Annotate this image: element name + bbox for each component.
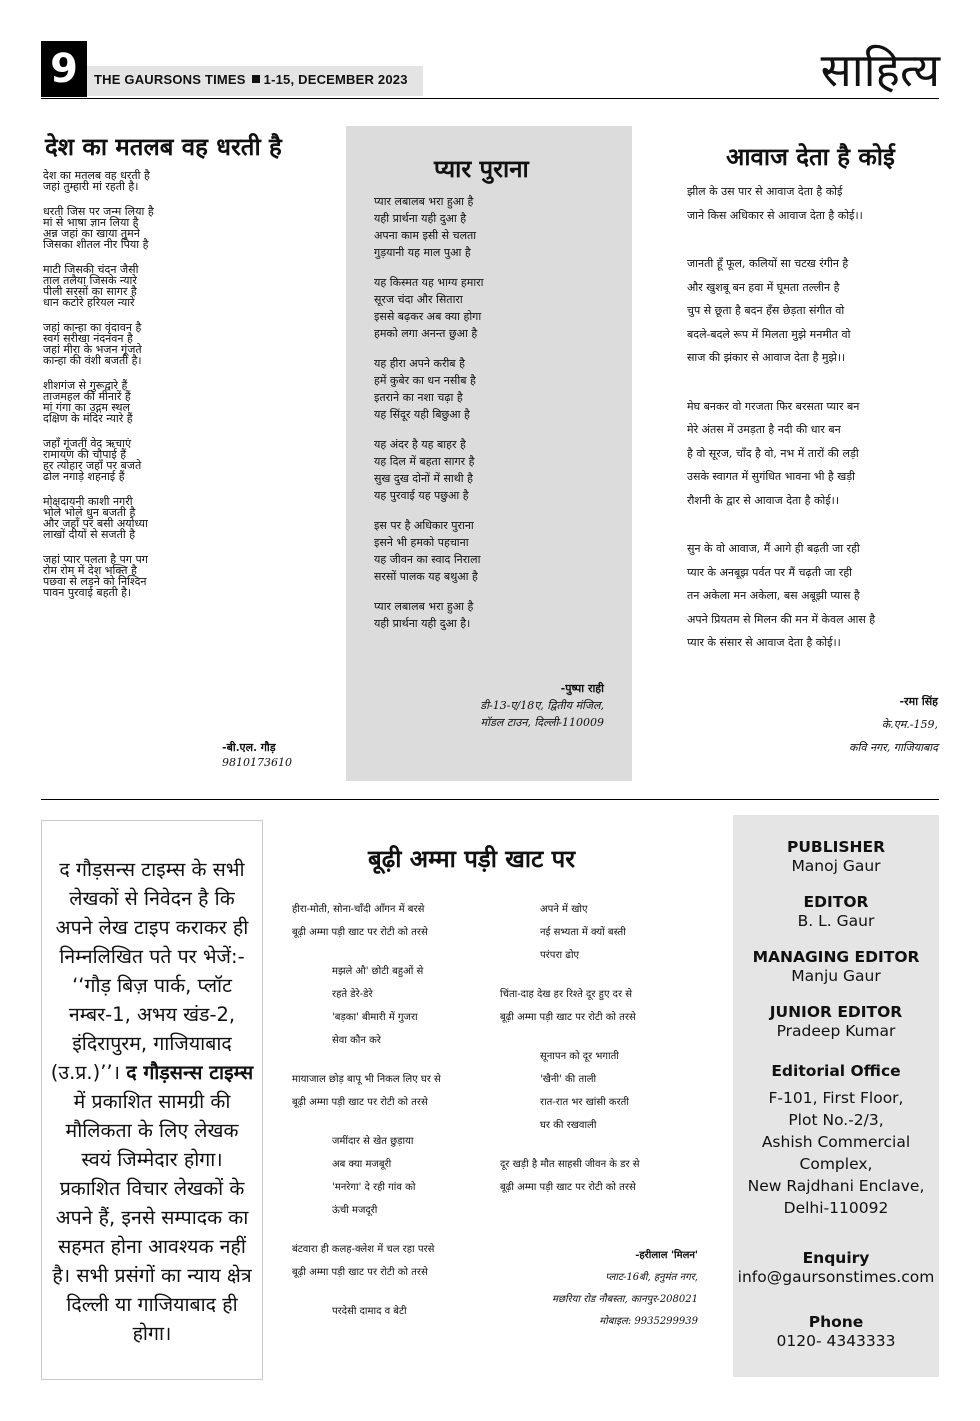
poem4-stanza: [500, 898, 640, 967]
poem1-stanza: [43, 206, 154, 250]
poem2-stanza: [374, 355, 484, 423]
poem4-stanza: [500, 1045, 640, 1137]
poem1-line: ढोल नगाड़े शहनाई हैं: [43, 470, 125, 483]
poem3-line: रौशनी के द्वार से आवाज देता है कोई।।: [687, 493, 840, 507]
poem1-line: जहां कान्हा का वृंदावन है: [43, 321, 142, 334]
poem1-stanza: [43, 554, 154, 598]
poem3-line: झील के उस पार से आवाज देता है कोई: [687, 185, 843, 198]
poem3-line: और खुशबू बन हवा में घूमता तल्लीन है: [687, 280, 840, 294]
enquiry-email: info@gaursonstimes.com: [737, 1268, 935, 1286]
office-line: Complex,: [799, 1155, 873, 1173]
poem2-line: सुख दुख दोनों में साथी है: [374, 472, 473, 485]
editor-name: B. L. Gaur: [797, 912, 875, 930]
poem4-line: बूढ़ी अम्मा पड़ी खाट पर रोटी को तरसे: [292, 1097, 428, 1108]
poem4-stanza: [500, 983, 640, 1029]
poem4-line: बूढ़ी अम्मा पड़ी खाट पर रोटी को तरसे: [292, 1267, 428, 1278]
poem2-line: अपना काम इसी से चलता: [374, 229, 477, 242]
publisher-name: Manoj Gaur: [791, 857, 881, 875]
poem4-stanza: [292, 1300, 441, 1323]
poem3-address-1: के.एम.-159,: [881, 718, 938, 731]
poem2-stanza: [374, 274, 484, 342]
poem4-stanza: [292, 1238, 441, 1284]
poem2-line: यही प्रार्थना यही दुआ है: [374, 212, 467, 225]
poem1-stanza: [43, 264, 154, 308]
poem3-line: उसके स्वागत में सुगंधित भावना भी है खड़ी: [687, 470, 855, 483]
poem1-phone: 9810173610: [222, 756, 292, 769]
poem4-line: सेवा कौन करे: [332, 1035, 381, 1046]
poem4-line: नई सभ्यता में क्यों बस्ती: [540, 927, 626, 938]
office-line: F-101, First Floor,: [768, 1089, 904, 1107]
poem4-title: बूढ़ी अम्मा पड़ी खाट पर: [368, 845, 576, 873]
poem1-line: शीशगंज से गुरूद्वारे हैं: [43, 379, 128, 392]
poem4-line: 'बड़का' बीमारी में गुजरा: [332, 1012, 418, 1023]
poem1-stanza: [43, 438, 154, 482]
poem2-stanza: [374, 193, 484, 261]
poem1-line: दक्षिण के मंदिर न्यारे हैं: [43, 412, 133, 425]
poem3-stanza: [687, 395, 875, 513]
square-bullet-icon: [252, 75, 260, 83]
poem2-line: प्यार लबालब भरा हुआ है: [374, 195, 474, 208]
poem2-credit: [452, 680, 604, 731]
section-divider: [41, 799, 939, 800]
poem3-stanza: [687, 252, 875, 370]
office-line: Ashish Commercial: [761, 1133, 911, 1151]
phone-label: Phone: [808, 1313, 864, 1331]
poem1-line: पावन पुरवाई बहती है।: [43, 586, 132, 599]
poem4-credit: [520, 1245, 698, 1333]
poem1-line: जहां मीरा के भजन गूंजते: [43, 343, 142, 356]
poem1-line: रोम रोम में देश भक्ति है: [43, 564, 137, 577]
poem1-line: और जहाँ पर बसी अयोध्या: [43, 517, 148, 530]
notice-bold: द गौड़सन्स टाइम्स: [126, 1061, 254, 1084]
poem1-title: देश का मतलब वह धरती है: [45, 133, 282, 161]
office-line: Plot No.-2/3,: [788, 1111, 884, 1129]
poem1-line: धान कटोरे हरियल न्यारे: [43, 296, 135, 309]
poem2-address-1: डी-13-ए/18ए, द्वितीय मंजिल,: [480, 699, 604, 712]
poem1-line: धरती जिस पर जन्म लिया है: [43, 205, 154, 218]
poem4-line: अपने में खोए: [540, 904, 588, 915]
publisher-label: PUBLISHER: [786, 838, 886, 856]
poem3-line: जानती हूँ फूल, कलियों सा चटख रंगीन है: [687, 257, 849, 270]
poem2-line: यह जीवन का स्वाद निराला: [374, 553, 481, 566]
poem4-line: हीरा-मोती, सोना-चाँदी आँगन में बरसे: [292, 904, 425, 915]
poem2-line: यही प्रार्थना यही दुआ है।: [374, 617, 471, 630]
poem4-author: -हरीलाल 'मिलन': [635, 1250, 698, 1261]
poem2-line: प्यार लबालब भरा हुआ है: [374, 600, 474, 613]
masthead: [94, 72, 408, 87]
poem2-line: गुड़यानी यह माल पुआ है: [374, 246, 471, 259]
poem4-stanza: [292, 960, 441, 1052]
editorial-office-label: Editorial Office: [771, 1062, 901, 1080]
poem1-line: जिसका शीतल नीर पिया है: [43, 238, 149, 251]
notice-text-2: में प्रकाशित सामग्री की मौलिकता के लिए लेखक स्वयं जिम्मेदार होगा। प्रकाशित विचार लेखकों के अपने हैं, इनसे सम्पादक का सहमत होना आवश्यक नहीं है। सभी प्रसंगों का न्याय क्षेत्र दिल्ली या गाजियाबाद ही होगा।: [52, 1090, 252, 1345]
poem3-line: तन अकेला मन अकेला, बस अबूझी प्यास है: [687, 589, 860, 602]
poem4-line: परदेसी दामाद व बेटी: [332, 1306, 407, 1317]
enquiry-label: Enquiry: [802, 1249, 870, 1267]
poem4-line: रात-रात भर खांसी करती: [540, 1097, 629, 1108]
poem2-line: इससे बढ़कर अब क्या होगा: [374, 310, 482, 323]
poem1-stanza: [43, 380, 154, 424]
poem2-line: इसने भी हमको पहचाना: [374, 536, 469, 549]
poem3-title: आवाज देता है कोई: [726, 143, 895, 171]
poem2-line: यह अंदर है यह बाहर है: [374, 438, 466, 451]
poem4-line: बूढ़ी अम्मा पड़ी खाट पर रोटी को तरसे: [500, 1012, 636, 1023]
managing-editor-label: MANAGING EDITOR: [752, 948, 920, 966]
poem2-line: सूरज चंदा और सितारा: [374, 293, 463, 306]
poem3-credit: [780, 690, 938, 759]
poem3-line: जाने किस अधिकार से आवाज देता है कोई।।: [687, 208, 863, 222]
poem1-line: मां गंगा का उद्गम स्थल: [43, 401, 130, 414]
poem1-body: [43, 170, 154, 612]
poem1-line: स्वर्ग सरीखा नंदनवन है: [43, 332, 133, 345]
notice-text: [50, 855, 254, 1348]
poem2-line: यह पुरवाई यह पछुआ है: [374, 489, 469, 502]
poem2-line: यह किस्मत यह भाग्य हमारा: [374, 276, 484, 289]
poem1-credit: [222, 740, 292, 770]
poem2-line: यह सिंदूर यही बिछुआ है: [374, 408, 470, 421]
poem4-line: रहते डेरे-डेरे: [332, 989, 373, 1000]
poem1-line: ताल तलैया जिसके न्यारे: [43, 274, 137, 287]
poem3-line: साज की झंकार से आवाज देता है मुझे।।: [687, 351, 846, 364]
poem2-stanza: [374, 598, 484, 632]
junior-editor-label: JUNIOR EDITOR: [769, 1003, 903, 1021]
office-line: Delhi-110092: [783, 1199, 889, 1217]
poem4-column-1: [292, 898, 441, 1339]
poem4-mobile: मोबाइल: 9935299939: [599, 1316, 698, 1327]
poem1-author: -बी.एल. गौड़: [222, 741, 276, 754]
poem2-line: यह दिल में बहता सागर है: [374, 455, 475, 468]
poem1-stanza: [43, 170, 154, 192]
section-title: साहित्य: [820, 43, 940, 97]
poem1-stanza: [43, 496, 154, 540]
poem4-line: मायाजाल छोड़ बापू भी निकल लिए घर से: [292, 1074, 441, 1085]
poem3-line: बदले-बदले रूप में मिलता मुझे मनमीत वो: [687, 327, 851, 341]
notice-text-1: द गौड़सन्स टाइम्स के सभी लेखकों से निवेदन है कि अपने लेख टाइप कराकर ही निम्नलिखित पते पर भेजें:- ‘‘गौड़ बिज़ पार्क, प्लॉट नम्बर-1, अभय खंड-2, इंदिरापुरम, गाजियाबाद (उ.प्र.)’’।: [50, 858, 249, 1084]
poem4-line: अब क्या मजबूरी: [332, 1159, 392, 1170]
poem4-line: 'मनरेगा' दे रही गांव को: [332, 1182, 416, 1193]
poem4-line: बूढ़ी अम्मा पड़ी खाट पर रोटी को तरसे: [292, 927, 428, 938]
poem1-line: कान्हा की वंशी बजती है।: [43, 354, 142, 367]
poem4-stanza: [292, 1130, 441, 1222]
poem2-line: हमें कुबेर का धन नसीब है: [374, 374, 476, 387]
poem2-body: [374, 193, 484, 645]
poem3-line: सुन के वो आवाज, मैं आगे ही बढ़ती जा रही: [687, 542, 860, 555]
poem1-line: पछवा से लड़ने को निश्दिन: [43, 575, 147, 588]
poem1-line: रामायण की चौपाई हैं: [43, 448, 127, 461]
poem1-line: जहां प्यार पलता है पग पग: [43, 553, 148, 566]
poem2-line: हमको लगा अनन्त छुआ है: [374, 327, 478, 340]
page-number: 9: [41, 41, 87, 97]
poem4-line: परंपरा ढोए: [540, 950, 580, 961]
poem4-column-2: [500, 898, 640, 1215]
poem1-line: ताजमहल की मीनारें हैं: [43, 390, 131, 403]
newspaper-name: THE GAURSONS TIMES: [94, 72, 246, 87]
poem1-line: देश का मतलब वह धरती है: [43, 169, 150, 182]
poem1-line: माटी जिसकी चंदन जैसी: [43, 263, 139, 276]
poem2-stanza: [374, 517, 484, 585]
poem4-stanza: [292, 1068, 441, 1114]
poem2-address-2: मॉडल टाउन, दिल्ली-110009: [480, 716, 604, 729]
poem1-line: पीली सरसों का सागर है: [43, 285, 137, 298]
poem4-line: 'खैनी' की ताली: [540, 1074, 597, 1085]
poem4-line: सूनापन को दूर भगाती: [540, 1051, 619, 1062]
poem2-line: इतराने का नशा चढ़ा है: [374, 391, 463, 404]
poem3-line: अपने प्रियतम से मिलन की मन में केवल आस है: [687, 612, 876, 626]
poem1-line: लाखों दीयों से सजती है: [43, 528, 136, 541]
junior-editor-name: Pradeep Kumar: [776, 1022, 896, 1040]
phone-number: 0120- 4343333: [776, 1332, 896, 1350]
poem3-line: प्यार के अनबूझ पर्वत पर मैं चढ़ती जा रही: [687, 565, 853, 579]
poem4-stanza: [292, 898, 441, 944]
poem2-stanza: [374, 436, 484, 504]
poem4-line: घर की रखवाली: [540, 1120, 597, 1131]
poem3-line: चुप से छूता है बदन हँस छेड़ता संगीत वो: [687, 304, 845, 317]
poem2-line: यह हीरा अपने करीब है: [374, 357, 465, 370]
poem2-line: इस पर है अधिकार पुराना: [374, 519, 474, 532]
poem4-line: ऊंची मजदूरी: [332, 1205, 378, 1216]
issue-date: 1-15, DECEMBER 2023: [263, 72, 408, 87]
editor-label: EDITOR: [803, 893, 869, 911]
managing-editor-name: Manju Gaur: [791, 967, 881, 985]
poem2-author: -पुष्पा राही: [560, 682, 604, 695]
poem4-line: जमींदार से खेत छुड़ाया: [332, 1136, 414, 1147]
poem1-line: अन्न जहां का खाया तुमने: [43, 227, 140, 240]
poem3-stanza: [687, 180, 875, 227]
poem3-line: प्यार के संसार से आवाज देता है कोई।।: [687, 636, 841, 649]
header-rule: [41, 98, 939, 99]
poem3-line: मेघ बनकर वो गरजता फिर बरसता प्यार बन: [687, 399, 860, 413]
poem4-line: बूढ़ी अम्मा पड़ी खाट पर रोटी को तरसे: [500, 1182, 636, 1193]
poem1-line: जहाँ गूंजतीं वेद ऋचाएं: [43, 437, 132, 450]
poem4-address-1: प्लाट-16बी, हनुमंत नगर,: [605, 1272, 698, 1283]
poem3-line: मेरे अंतस में उमड़ता है नदी की धार बन: [687, 423, 841, 436]
poem3-line: है वो सूरज, चाँद है वो, नभ में तारों की लड़ी: [687, 446, 859, 460]
poem1-line: भोले भोले धुन बजती है: [43, 506, 136, 519]
poem4-line: मझले औ' छोटी बहुओं से: [332, 966, 424, 977]
poem2-line: सरसों पालक यह बथुआ है: [374, 570, 478, 583]
poem4-line: बंटवारा ही कलह-क्लेश में चल रहा परसे: [292, 1244, 435, 1255]
poem3-stanza: [687, 537, 875, 655]
poem4-line: चिंता-दाह देख हर रिश्ते दूर हुए दर से: [500, 989, 632, 1000]
poem3-body: [687, 180, 875, 680]
office-line: New Rajdhani Enclave,: [747, 1177, 925, 1195]
poem1-stanza: [43, 322, 154, 366]
poem1-line: हर त्योहार जहाँ पर बजते: [43, 459, 142, 472]
publisher-info: [733, 838, 939, 1368]
poem1-line: मां से भाषा ज्ञान लिया है: [43, 216, 139, 229]
poem4-stanza: [500, 1153, 640, 1199]
poem3-author: -रमा सिंह: [899, 695, 938, 708]
poem1-line: जहां तुम्हारी मां रहती है।: [43, 180, 139, 193]
poem3-address-2: कवि नगर, गाजियाबाद: [849, 741, 938, 754]
poem4-line: दूर खड़ी है मौत साहसी जीवन के डर से: [500, 1159, 640, 1170]
poem1-line: मोक्षदायनी काशी नगरी: [43, 495, 133, 508]
poem2-title: प्यार पुराना: [434, 155, 529, 183]
poem4-address-2: मछरिया रोड नौबस्ता, कानपुर-208021: [552, 1294, 698, 1305]
